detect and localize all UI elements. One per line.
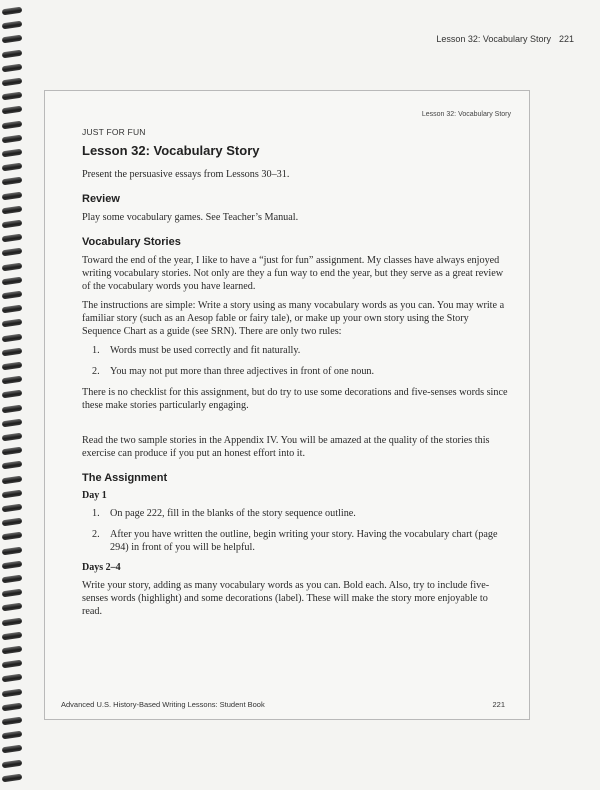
spiral-coil [2,631,23,640]
spiral-coil [2,191,23,200]
section-kicker: JUST FOR FUN [82,127,146,137]
page-panel [44,90,530,720]
list-item [82,344,510,357]
spiral-coil [2,717,23,726]
list-number: 1. [92,508,100,519]
spiral-coil [2,447,23,456]
spiral-coil [2,518,23,527]
list-text: You may not put more than three adjectives in front of one noun. [110,366,375,377]
vocab-stories-heading: Vocabulary Stories [82,236,181,248]
spiral-coil [2,390,23,399]
spiral-coil [2,163,23,172]
list-item [82,507,510,520]
spiral-coil [2,532,23,541]
spiral-coil [2,78,23,87]
day1-list [82,507,510,554]
review-heading: Review [82,193,120,205]
spiral-coil [2,63,23,72]
spiral-coil [2,262,23,271]
spiral-binding [0,0,26,790]
review-text: Play some vocabulary games. See Teacher’s Manual. [82,212,299,223]
spiral-coil [2,347,23,356]
list-text: Words must be used correctly and fit naturally. [110,345,301,356]
spiral-coil [2,546,23,555]
list-item [82,365,510,378]
spiral-coil [2,404,23,413]
spiral-coil [2,376,23,385]
assignment-heading: The Assignment [82,472,168,484]
spiral-coil [2,333,23,342]
spiral-coil [2,120,23,129]
list-number: 2. [92,529,100,540]
days2-4-heading: Days 2–4 [82,562,121,573]
vocab-paragraph-4: Read the two sample stories in the Appendix IV. You will be amazed at the quality of the stories this exercise can produce if you put an honest effort into it. [82,435,490,459]
spiral-coil [2,362,23,371]
spiral-coil [2,702,23,711]
spiral-coil [2,418,23,427]
spiral-coil [2,149,23,158]
spiral-coil [2,589,23,598]
spiral-coil [2,21,23,30]
spiral-coil [2,688,23,697]
footer-book-title: Advanced U.S. History-Based Writing Lessons: Student Book [61,700,265,709]
vocab-paragraph-3: There is no checklist for this assignment, but do try to use some decorations and five-senses words since these make stories particularly engaging. [82,387,508,411]
list-item [82,528,510,554]
spiral-coil [2,475,23,484]
spiral-coil [2,49,23,58]
running-header [436,34,574,44]
rules-list [82,344,510,378]
lesson-title: Lesson 32: Vocabulary Story [82,143,260,158]
spiral-coil [2,759,23,768]
spiral-coil [2,461,23,470]
spiral-coil [2,92,23,101]
spiral-coil [2,177,23,186]
spiral-coil [2,504,23,513]
intro-paragraph: Present the persuasive essays from Lessons 30–31. [82,169,290,180]
spiral-coil [2,220,23,229]
spiral-coil [2,276,23,285]
spiral-coil [2,134,23,143]
days2-4-text: Write your story, adding as many vocabulary words as you can. Bold each. Also, try to include five-senses words (highlight) and some decorations (label). These will make the story more enjoyable to read. [82,580,490,617]
spiral-coil [2,489,23,498]
spiral-coil [2,617,23,626]
spiral-coil [2,560,23,569]
spiral-coil [2,646,23,655]
day1-heading: Day 1 [82,490,107,501]
spiral-coil [2,291,23,300]
spiral-coil [2,35,23,44]
vocab-paragraph-1: Toward the end of the year, I like to have a “just for fun” assignment. My classes have always enjoyed writing vocabulary stories. Not only are they a fun way to end the year, but they serve as a great review of the vocabulary words you have learned. [82,255,504,292]
spiral-coil [2,745,23,754]
inner-header: Lesson 32: Vocabulary Story [421,111,511,118]
spiral-coil [2,319,23,328]
list-text: On page 222, fill in the blanks of the story sequence outline. [110,508,356,519]
spiral-coil [2,603,23,612]
spiral-coil [2,731,23,740]
running-header-title: Lesson 32: Vocabulary Story [436,34,551,44]
list-text: After you have written the outline, begin writing your story. Having the vocabulary chart (page 294) in front of you will be helpful. [110,529,498,553]
list-number: 1. [92,345,100,356]
list-number: 2. [92,366,100,377]
spiral-coil [2,7,23,16]
spiral-coil [2,674,23,683]
spiral-coil [2,660,23,669]
spiral-coil [2,433,23,442]
spiral-coil [2,234,23,243]
spiral-coil [2,205,23,214]
running-header-page: 221 [558,34,574,44]
spiral-coil [2,106,23,115]
footer-page-number: 221 [492,700,505,709]
spiral-coil [2,305,23,314]
spiral-coil [2,575,23,584]
vocab-paragraph-2: The instructions are simple: Write a story using as many vocabulary words as you can. You may write a familiar story (such as an Aesop fable or fairy tale), or make up your own story using the Story Sequence Chart as a guide (see SRN). There are only two rules: [82,300,505,337]
page-content [82,127,510,624]
spiral-coil [2,773,23,782]
spiral-coil [2,248,23,257]
